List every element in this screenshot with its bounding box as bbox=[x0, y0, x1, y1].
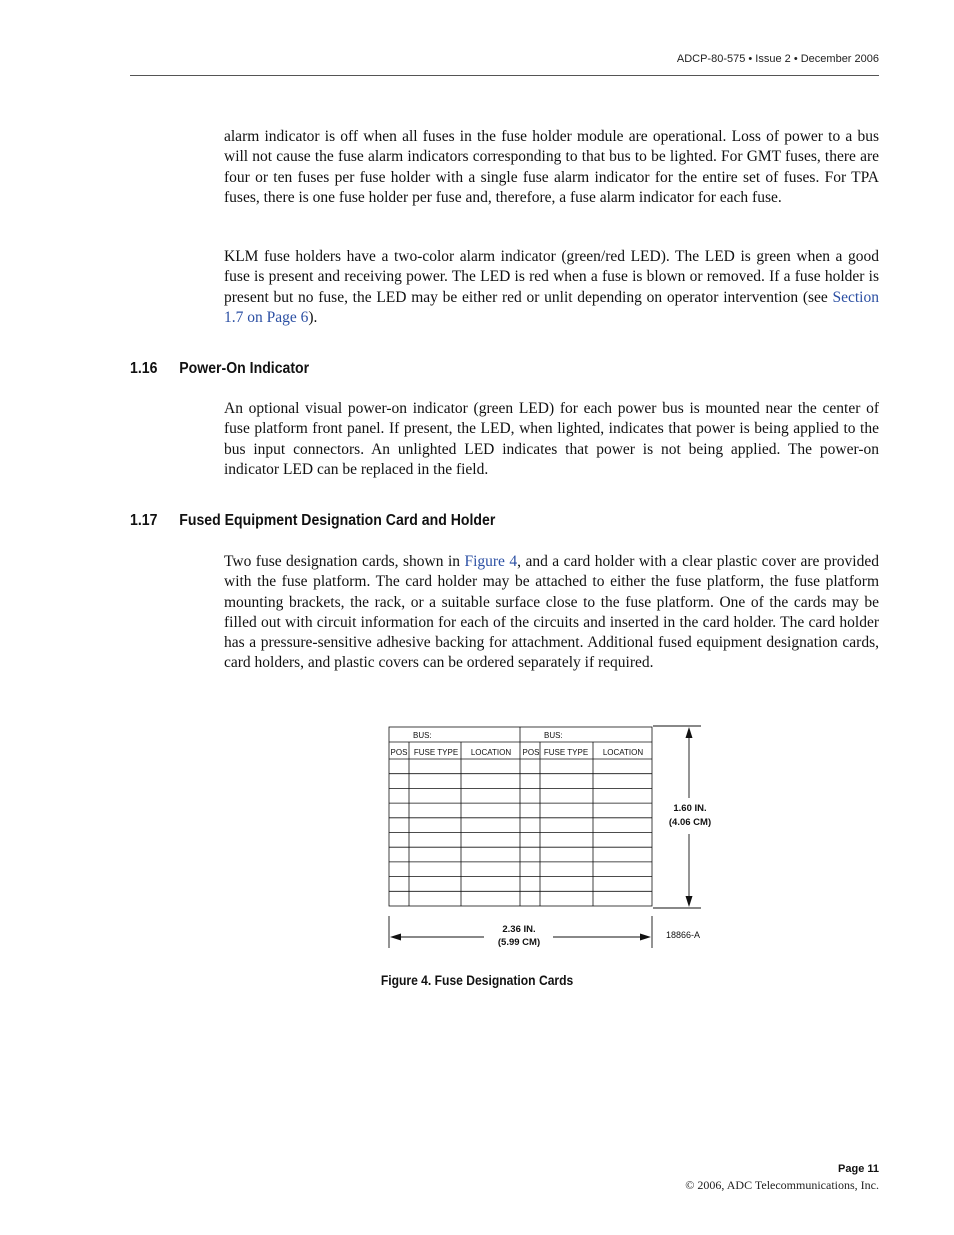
bus-label-right: BUS: bbox=[544, 731, 563, 740]
col-header-fuse-type-left: FUSE TYPE bbox=[413, 748, 459, 757]
col-header-fuse-type-right: FUSE TYPE bbox=[543, 748, 589, 757]
section-number: 1.16 bbox=[130, 360, 158, 377]
arrow-left-icon bbox=[390, 934, 401, 941]
section-title: Power-On Indicator bbox=[179, 360, 310, 377]
paragraph-text: KLM fuse holders have a two-color alarm indicator (green/red LED). The LED is green when a good fuse is present and receiving power. The LED is red when a fuse is blown or removed. If a fuse holder is present but no fuse, the LED may be either red or unlit depending on operator intervention (see bbox=[224, 248, 879, 306]
fuse-card-drawing bbox=[385, 722, 712, 954]
bus-label-left: BUS: bbox=[413, 731, 432, 740]
arrow-down-icon bbox=[686, 896, 693, 907]
figure-caption: Figure 4. Fuse Designation Cards bbox=[380, 972, 574, 988]
page-number: Page 11 bbox=[838, 1163, 879, 1175]
section-heading-1-16 bbox=[130, 360, 309, 378]
col-header-location-right: LOCATION bbox=[602, 748, 644, 757]
col-header-location-left: LOCATION bbox=[470, 748, 512, 757]
paragraph-power-on-indicator: An optional visual power-on indicator (green LED) for each power bus is mounted near the center of fuse platform front panel. If present, the LED, when lighted, indicates that power is being applied to the bus input connectors. An unlighted LED indicates that power is not being applied. The power-on indicator LED can be replaced in the field. bbox=[224, 400, 879, 478]
paragraph-designation-cards bbox=[224, 552, 879, 674]
section-number: 1.17 bbox=[130, 512, 158, 529]
paragraph-text: , and a card holder with a clear plastic cover are provided with the fuse platform. The card holder may be attached to either the fuse platform, the fuse platform mounting brackets, the rack, or a suitable surface close to the fuse platform. One of the cards may be filled out with circuit information for each of the circuits and inserted in the card holder. The card holder has a pressure-sensitive adhesive backing for attachment. Additional fused equipment designation cards, card holders, and plastic covers can be ordered separately if required. bbox=[224, 553, 879, 672]
document-header: ADCP-80-575 • Issue 2 • December 2006 bbox=[676, 53, 879, 65]
arrow-up-icon bbox=[686, 727, 693, 738]
fuse-designation-card-figure bbox=[385, 722, 712, 954]
section-1-7-link[interactable]: Section 1.7 on Page 6 bbox=[224, 288, 879, 326]
paragraph-text: ). bbox=[308, 308, 318, 326]
height-dim-cm: (4.06 CM) bbox=[668, 817, 712, 828]
copyright-notice: © 2006, ADC Telecommunications, Inc. bbox=[685, 1178, 879, 1192]
col-header-pos-right: POS bbox=[522, 748, 540, 757]
figure-4-link[interactable]: Figure 4 bbox=[464, 553, 518, 570]
paragraph-klm-fuse-holders bbox=[224, 247, 879, 328]
section-title: Fused Equipment Designation Card and Holder bbox=[179, 512, 496, 529]
section-heading-1-17 bbox=[130, 512, 495, 530]
paragraph-text: Two fuse designation cards, shown in bbox=[224, 553, 465, 570]
width-dim-inches: 2.36 IN. bbox=[502, 924, 536, 935]
height-dim-inches: 1.60 IN. bbox=[673, 803, 707, 814]
paragraph-alarm-indicator: alarm indicator is off when all fuses in the fuse holder module are operational. Loss of power to a bus will not cause the fuse alarm indicators corresponding to that bus to be lighted. For GMT fuses, there are four or ten fuses per fuse holder with a single fuse alarm indicator for the entire set of fuses. For TPA fuses, there is one fuse holder per fuse and, therefore, a fuse alarm indicator for each fuse. bbox=[224, 128, 879, 206]
width-dim-cm: (5.99 CM) bbox=[497, 937, 541, 948]
header-divider bbox=[130, 75, 879, 76]
figure-id: 18866-A bbox=[666, 930, 701, 940]
arrow-right-icon bbox=[640, 934, 651, 941]
col-header-pos-left: POS bbox=[390, 748, 408, 757]
